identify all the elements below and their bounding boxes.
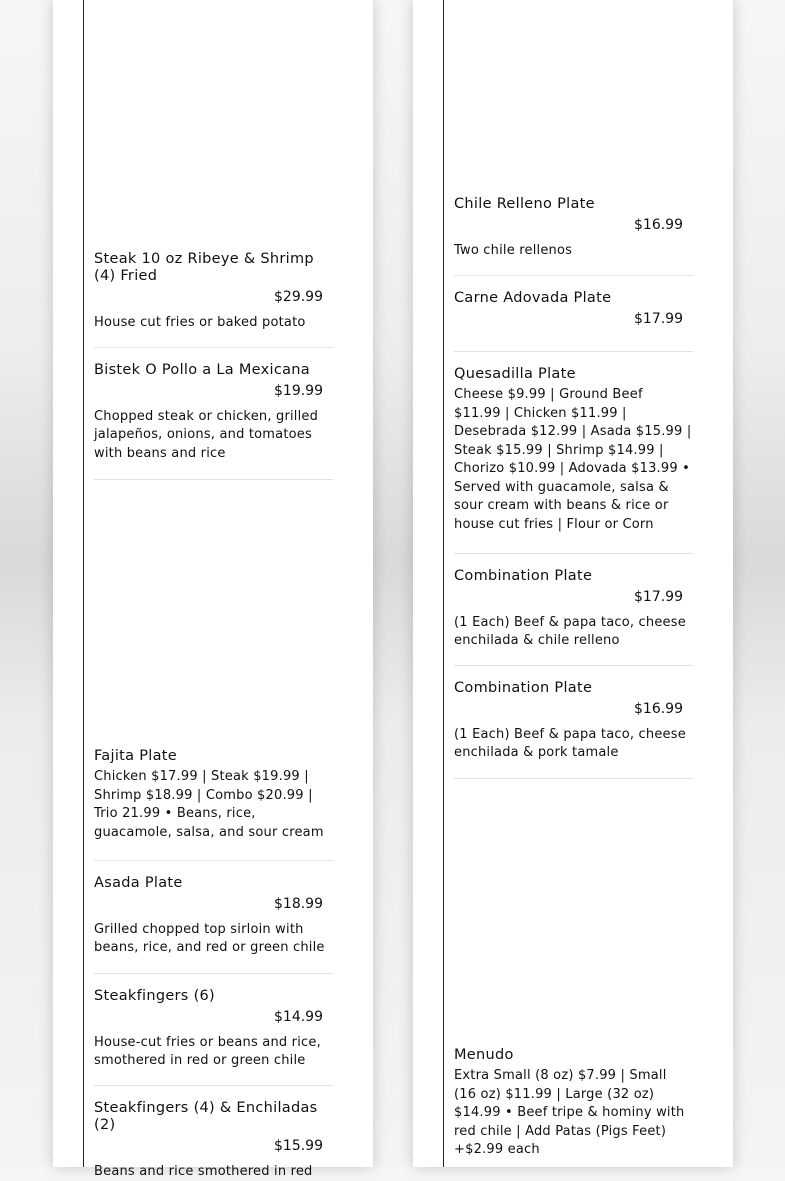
- divider: [94, 1085, 333, 1086]
- item-name: Carne Adovada Plate: [454, 290, 693, 307]
- divider: [454, 275, 693, 276]
- menu-item[interactable]: [94, 1100, 333, 1181]
- divider: [454, 351, 693, 352]
- divider: [454, 665, 693, 666]
- item-description: (1 Each) Beef & papa taco, cheese enchilada & pork tamale: [454, 726, 693, 763]
- divider: [454, 553, 693, 554]
- item-name: Combination Plate: [454, 680, 693, 697]
- item-name: Combination Plate: [454, 568, 693, 585]
- item-description: Extra Small (8 oz) $7.99 | Small (16 oz) $11.99 | Large (32 oz) $14.99 • Beef tripe & hominy with red chile | Add Patas (Pigs Feet) +$2.99 each: [454, 1067, 693, 1160]
- item-name: Bistek O Pollo a La Mexicana: [94, 362, 333, 379]
- menu-panel-right: [413, 0, 733, 1167]
- menu-item[interactable]: [454, 680, 693, 763]
- menu-item[interactable]: [454, 196, 693, 260]
- menu-item[interactable]: [454, 290, 693, 336]
- menu-item[interactable]: [454, 366, 693, 534]
- item-name: Quesadilla Plate: [454, 366, 693, 383]
- item-price: $15.99: [94, 1137, 333, 1156]
- item-description: Beans and rice smothered in red: [94, 1163, 333, 1181]
- menu-item[interactable]: [94, 251, 333, 332]
- menu-item[interactable]: [94, 748, 333, 842]
- item-name: Steakfingers (6): [94, 988, 333, 1005]
- item-price: $29.99: [94, 288, 333, 307]
- item-price: $14.99: [94, 1008, 333, 1027]
- item-description: Chopped steak or chicken, grilled jalapeños, onions, and tomatoes with beans and rice: [94, 408, 333, 464]
- divider: [94, 973, 333, 974]
- item-description: Grilled chopped top sirloin with beans, rice, and red or green chile: [94, 921, 333, 958]
- item-description: House-cut fries or beans and rice, smothered in red or green chile: [94, 1034, 333, 1071]
- menu-item[interactable]: [454, 568, 693, 651]
- item-price: $16.99: [454, 216, 693, 235]
- item-name: Fajita Plate: [94, 748, 333, 765]
- column-border: [443, 0, 444, 1167]
- item-price: $17.99: [454, 310, 693, 329]
- item-name: Steakfingers (4) & Enchiladas (2): [94, 1100, 333, 1134]
- menu-item[interactable]: [94, 362, 333, 463]
- item-description: Two chile rellenos: [454, 242, 693, 261]
- item-description: Cheese $9.99 | Ground Beef $11.99 | Chicken $11.99 | Desebrada $12.99 | Asada $15.99 | Steak $15.99 | Shrimp $14.99 | Chorizo $10.99 | Adovada $13.99 • Served with guacamole, salsa & sour cream with beans & rice or house cut fries | Flour or Corn: [454, 386, 693, 534]
- divider: [454, 778, 693, 779]
- item-name: Chile Relleno Plate: [454, 196, 693, 213]
- menu-item[interactable]: [454, 1047, 693, 1160]
- item-name: Asada Plate: [94, 875, 333, 892]
- divider: [94, 479, 333, 480]
- item-price: $16.99: [454, 700, 693, 719]
- item-price: $17.99: [454, 588, 693, 607]
- item-description: (1 Each) Beef & papa taco, cheese enchilada & chile relleno: [454, 614, 693, 651]
- menu-item[interactable]: [94, 988, 333, 1071]
- menu-item[interactable]: [94, 875, 333, 958]
- item-price: $18.99: [94, 895, 333, 914]
- item-description: House cut fries or baked potato: [94, 314, 333, 333]
- divider: [94, 860, 333, 861]
- column-border: [83, 0, 84, 1167]
- item-name: Menudo: [454, 1047, 693, 1064]
- menu-panel-left: [53, 0, 373, 1167]
- item-description: Chicken $17.99 | Steak $19.99 | Shrimp $18.99 | Combo $20.99 | Trio 21.99 • Beans, rice, guacamole, salsa, and sour cream: [94, 768, 333, 842]
- item-price: $19.99: [94, 382, 333, 401]
- item-name: Steak 10 oz Ribeye & Shrimp (4) Fried: [94, 251, 333, 285]
- divider: [94, 347, 333, 348]
